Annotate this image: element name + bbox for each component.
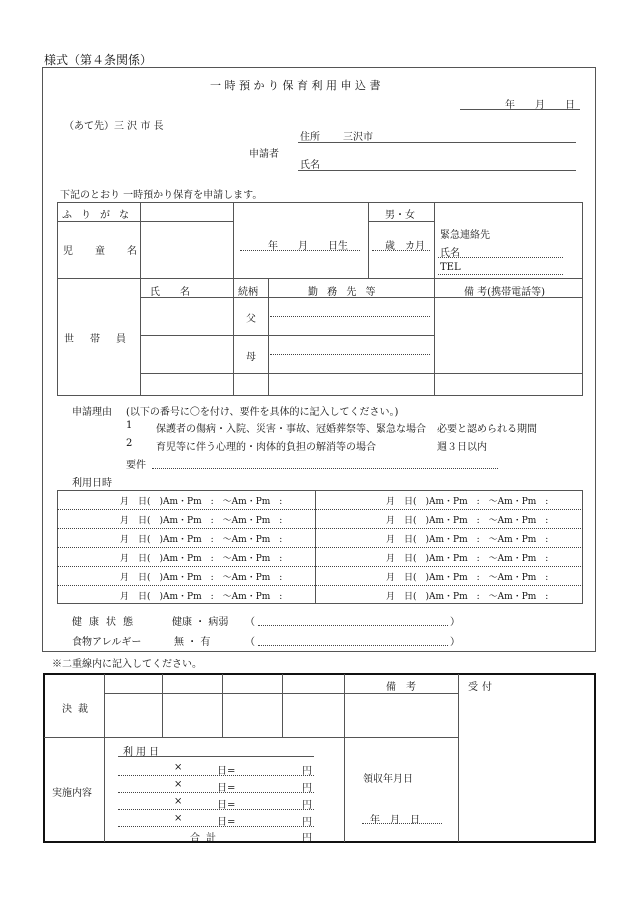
address-label: 住所 — [300, 132, 320, 143]
reason-label: 申請理由 — [72, 407, 112, 418]
calc-times: × — [174, 813, 183, 824]
sex-select[interactable]: 男・女 — [385, 210, 415, 221]
child-household-table — [57, 202, 583, 396]
calc-times: × — [174, 796, 183, 807]
reason-note: (以下の番号に〇を付け、要件を具体的に記入してください。) — [126, 407, 399, 418]
received-label: 受付 — [468, 682, 496, 693]
usage-slot[interactable]: 月 日( )Am・Pm : ～Am・Pm : — [120, 535, 283, 545]
household-col-work: 勤 務 先 等 — [308, 287, 379, 298]
usage-slot[interactable]: 月 日( )Am・Pm : ～Am・Pm : — [120, 497, 283, 507]
requirement-field[interactable] — [152, 468, 498, 469]
calc-days: 日= — [217, 766, 236, 777]
birth-date[interactable]: 年 月 日生 — [268, 241, 348, 252]
allergy-paren-close: ） — [450, 637, 460, 648]
health-paren-close: ） — [450, 617, 460, 628]
calc-row-field[interactable] — [118, 809, 314, 810]
usage-slot[interactable]: 月 日( )Am・Pm : ～Am・Pm : — [386, 516, 549, 526]
usage-slot[interactable]: 月 日( )Am・Pm : ～Am・Pm : — [386, 573, 549, 583]
intro-text: 下記のとおり 一時預かり保育を申請します。 — [60, 190, 263, 201]
implementation-label: 実施内容 — [52, 788, 92, 799]
addressee: （あて先）三 沢 市 長 — [64, 121, 164, 132]
total-yen: 円 — [302, 833, 312, 844]
form-label: 様式（第４条関係） — [44, 53, 153, 67]
address-value[interactable]: 三沢市 — [343, 132, 373, 143]
health-label: 健康状態 — [72, 617, 140, 628]
usage-slot[interactable]: 月 日( )Am・Pm : ～Am・Pm : — [120, 592, 283, 602]
requirement-label: 要件 — [126, 460, 146, 471]
health-options[interactable]: 健康 ・ 病弱 — [172, 617, 229, 628]
calc-row-field[interactable] — [118, 826, 314, 827]
household-col-relation: 続柄 — [238, 287, 258, 298]
office-remarks-label: 備 考 — [386, 682, 416, 693]
calc-yen: 円 — [302, 783, 312, 794]
form-title: 一 時 預 か り 保 育 利 用 申 込 書 — [210, 79, 381, 92]
reason-2-text: 育児等に伴う心理的・肉体的負担の解消等の場合 — [156, 442, 376, 453]
calc-yen: 円 — [302, 817, 312, 828]
usage-slot[interactable]: 月 日( )Am・Pm : ～Am・Pm : — [386, 535, 549, 545]
emergency-name-label: 氏名 — [440, 248, 460, 259]
child-name-label: 児童名 — [63, 246, 159, 257]
office-use-table — [43, 673, 596, 843]
usage-slot[interactable]: 月 日( )Am・Pm : ～Am・Pm : — [386, 554, 549, 564]
calc-days: 日= — [217, 783, 236, 794]
relation-mother: 母 — [246, 352, 256, 363]
applicant-name-field[interactable] — [298, 170, 576, 171]
reason-1-text: 保護者の傷病・入院、災害・事故、冠婚葬祭等、緊急な場合 — [156, 424, 426, 435]
decision-label: 決裁 — [62, 704, 94, 715]
name-label: 氏名 — [300, 160, 320, 171]
emergency-tel-label: TEL — [440, 262, 461, 273]
usage-slot[interactable]: 月 日( )Am・Pm : ～Am・Pm : — [120, 516, 283, 526]
total-label: 合計 — [190, 833, 222, 844]
usage-slot[interactable]: 月 日( )Am・Pm : ～Am・Pm : — [386, 497, 549, 507]
age-field[interactable]: 歳 カ月 — [385, 241, 425, 252]
household-col-remarks: 備 考(携帯電話等) — [464, 287, 545, 298]
usage-days-label: 利用日 — [123, 747, 162, 758]
reason-1-period: 必要と認められる期間 — [437, 424, 537, 435]
calc-row-field[interactable] — [118, 792, 314, 793]
calc-times: × — [174, 779, 183, 790]
receipt-date-label: 領収年月日 — [363, 774, 413, 785]
relation-father: 父 — [246, 314, 256, 325]
receipt-date-field[interactable]: 年 月 日 — [370, 815, 420, 826]
allergy-label: 食物アレルギー — [72, 637, 142, 648]
usage-slot[interactable]: 月 日( )Am・Pm : ～Am・Pm : — [386, 592, 549, 602]
calc-days: 日= — [217, 800, 236, 811]
address-field[interactable] — [298, 142, 576, 143]
calc-yen: 円 — [302, 766, 312, 777]
usage-slot[interactable]: 月 日( )Am・Pm : ～Am・Pm : — [120, 573, 283, 583]
allergy-paren-open: （ — [245, 637, 255, 648]
allergy-options[interactable]: 無 ・ 有 — [174, 637, 211, 648]
calc-days: 日= — [217, 817, 236, 828]
calc-times: × — [174, 762, 183, 773]
allergy-field[interactable] — [258, 645, 448, 646]
furigana-label: ふりがな — [62, 210, 138, 221]
double-line-note: ※二重線内に記入してください。 — [52, 659, 202, 670]
reason-2-period: 週３日以内 — [437, 442, 487, 453]
household-col-name: 氏 名 — [150, 287, 190, 298]
emergency-contact-title: 緊急連絡先 — [440, 230, 490, 241]
reason-2-no[interactable]: 2 — [126, 438, 133, 449]
calc-row-field[interactable] — [118, 775, 314, 776]
health-field[interactable] — [258, 625, 448, 626]
application-date[interactable]: 年 月 日 — [505, 100, 575, 111]
calc-yen: 円 — [302, 800, 312, 811]
applicant-label: 申請者 — [249, 149, 279, 160]
reason-1-no[interactable]: 1 — [126, 420, 133, 431]
usage-label: 利用日時 — [72, 478, 112, 489]
household-label: 世帯員 — [64, 334, 142, 345]
health-paren-open: （ — [245, 617, 255, 628]
usage-slot[interactable]: 月 日( )Am・Pm : ～Am・Pm : — [120, 554, 283, 564]
